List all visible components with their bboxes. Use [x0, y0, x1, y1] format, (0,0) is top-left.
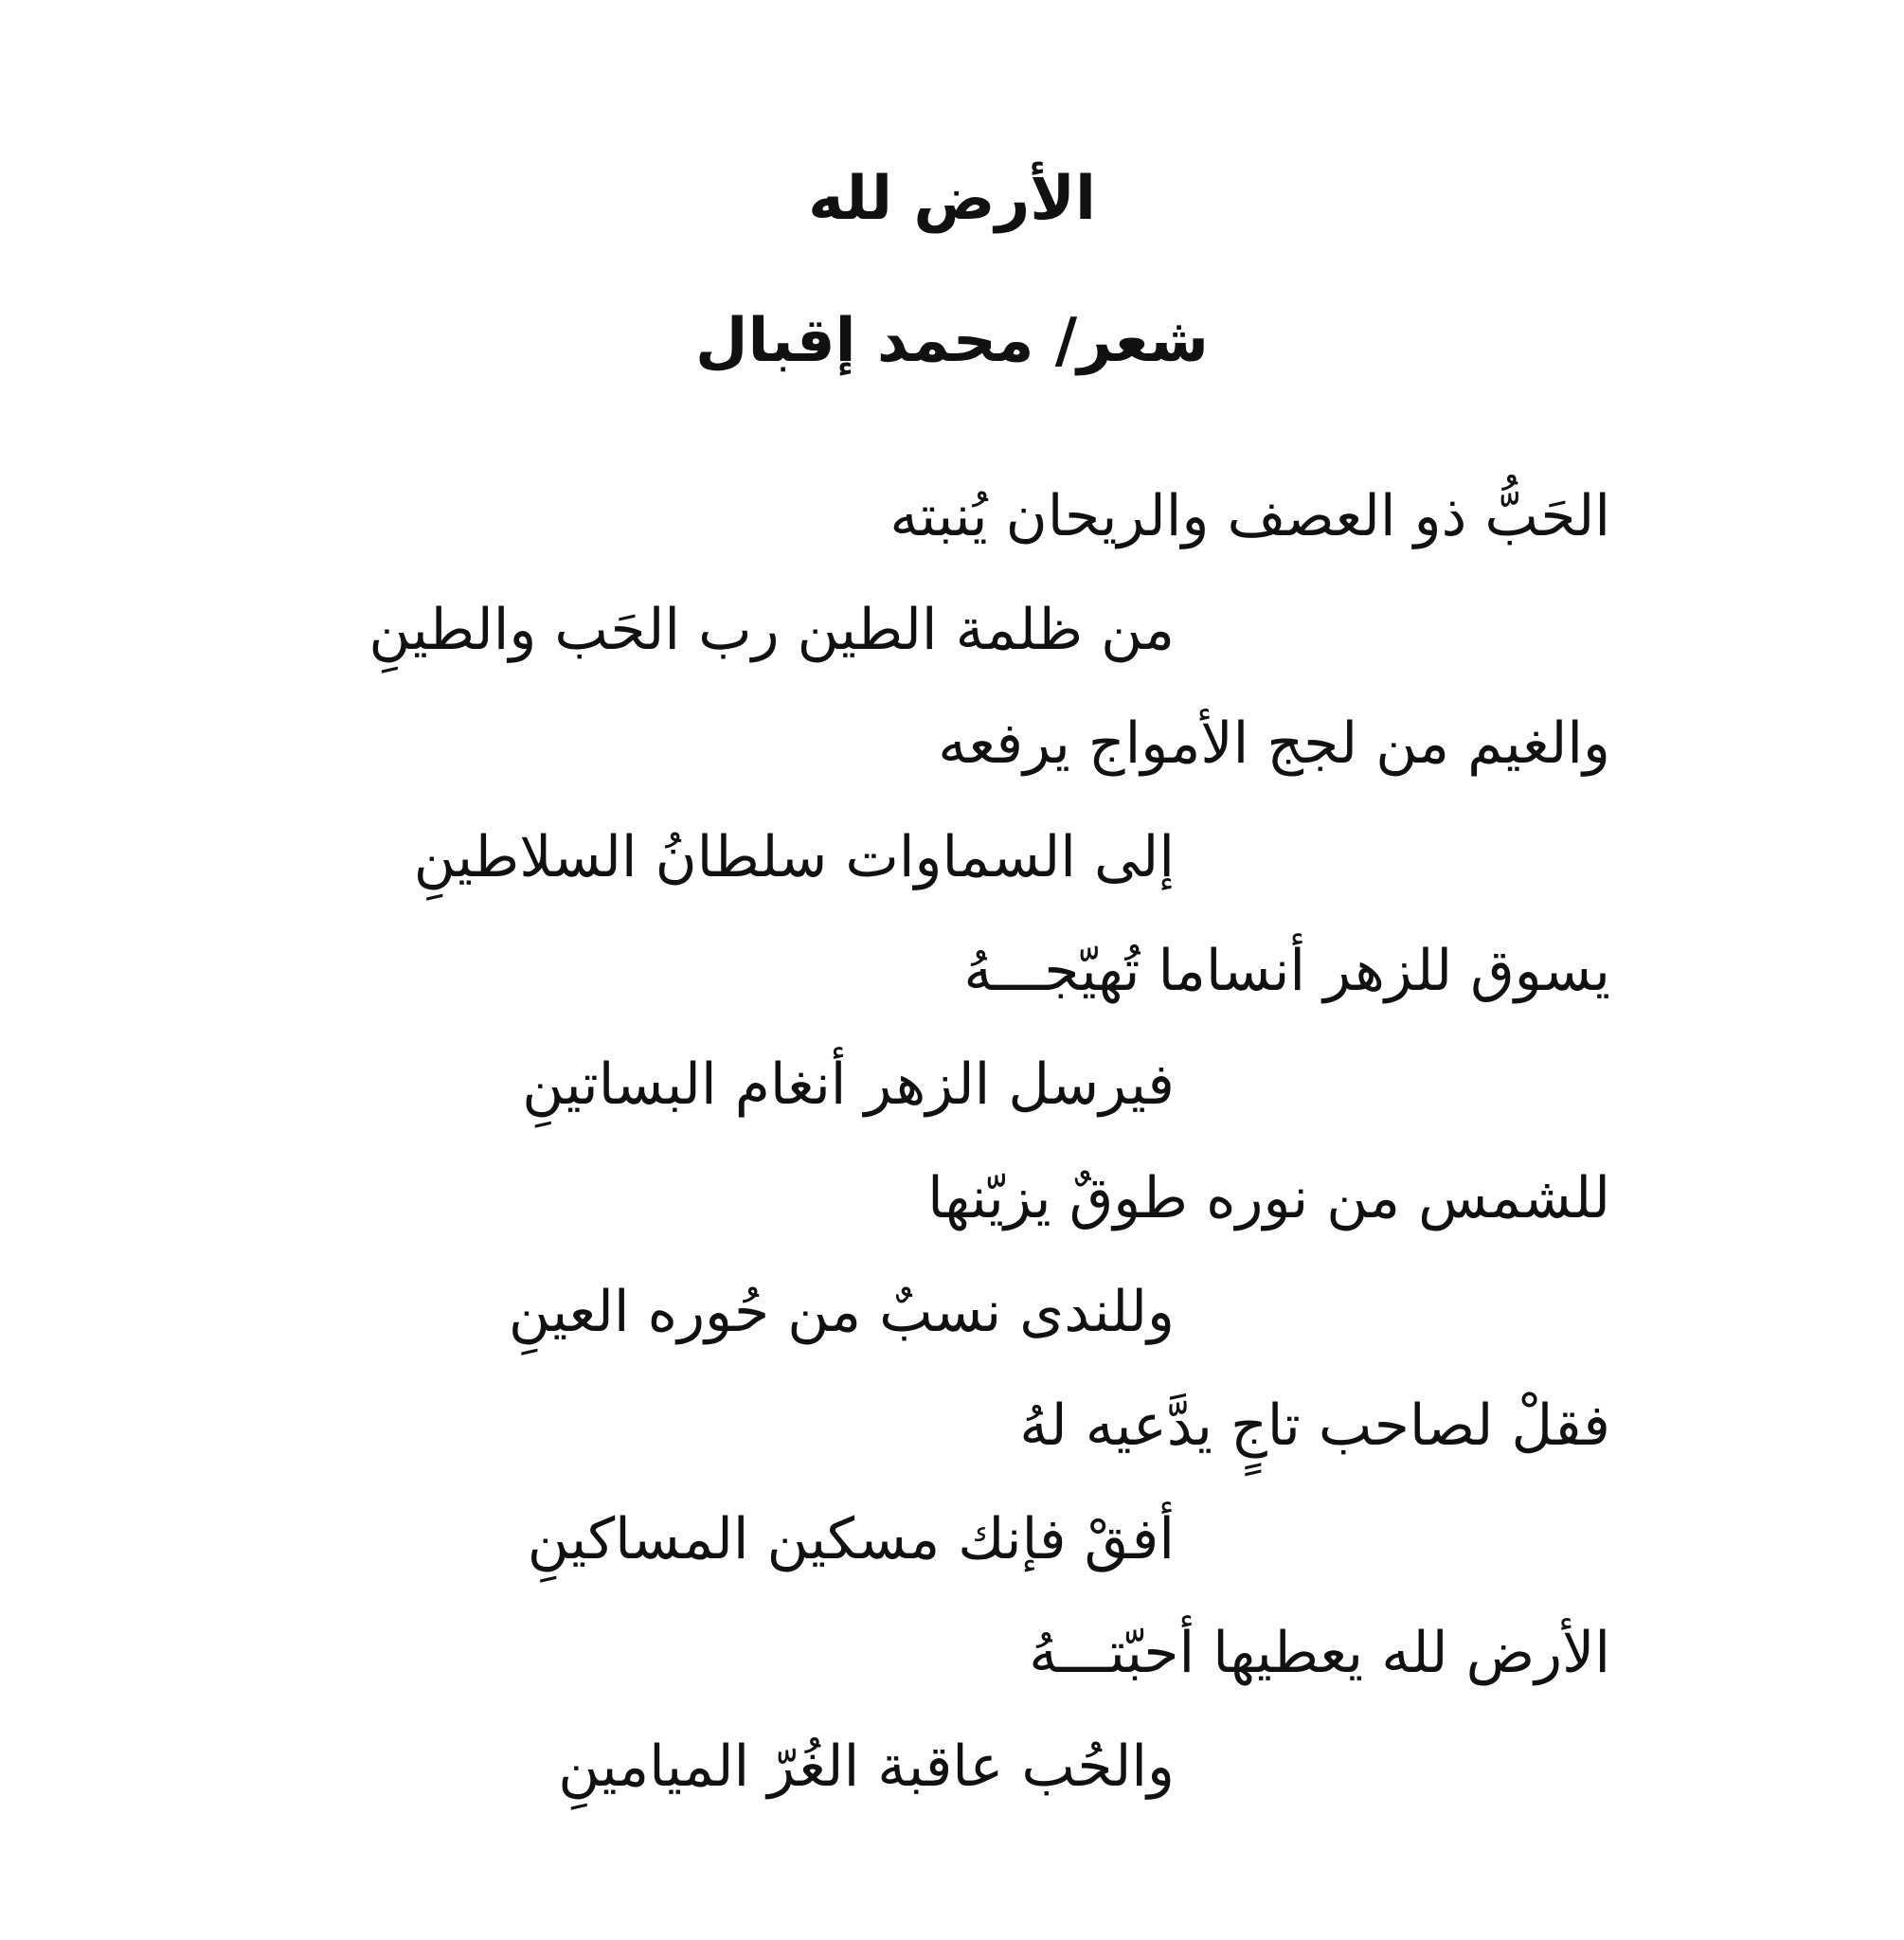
verse-line-12: والحُب عاقبة الغُرّ الميامينِ [558, 1733, 1175, 1800]
verse-line-5: يسوق للزهر أنساما تُهيّجـــهُ [963, 938, 1610, 1004]
poem-title: الأرض لله [808, 164, 1096, 234]
verse-line-10: أفقْ فإنك مسكين المساكينِ [527, 1506, 1175, 1572]
verse-line-4: إلى السماوات سلطانُ السلاطينِ [413, 824, 1175, 890]
verse-line-6: فيرسل الزهر أنغام البساتينِ [522, 1051, 1175, 1118]
verse-line-9: فقلْ لصاحب تاجٍ يدَّعيه لهُ [1019, 1392, 1610, 1459]
verse-line-2: من ظلمة الطين رب الحَب والطينِ [368, 597, 1175, 663]
verse-line-1: الحَبُّ ذو العصف والريحان يُنبته [889, 483, 1610, 549]
verse-line-3: والغيم من لجج الأمواج يرفعه [938, 710, 1610, 777]
verse-line-8: وللندى نسبٌ من حُوره العينِ [508, 1279, 1175, 1345]
verse-line-7: للشمس من نوره طوقٌ يزيّنها [927, 1165, 1610, 1231]
poem-author: شعر/ محمد إقبال [695, 306, 1209, 376]
verse-line-11: الأرض لله يعطيها أحبّتـــهُ [1029, 1620, 1610, 1686]
